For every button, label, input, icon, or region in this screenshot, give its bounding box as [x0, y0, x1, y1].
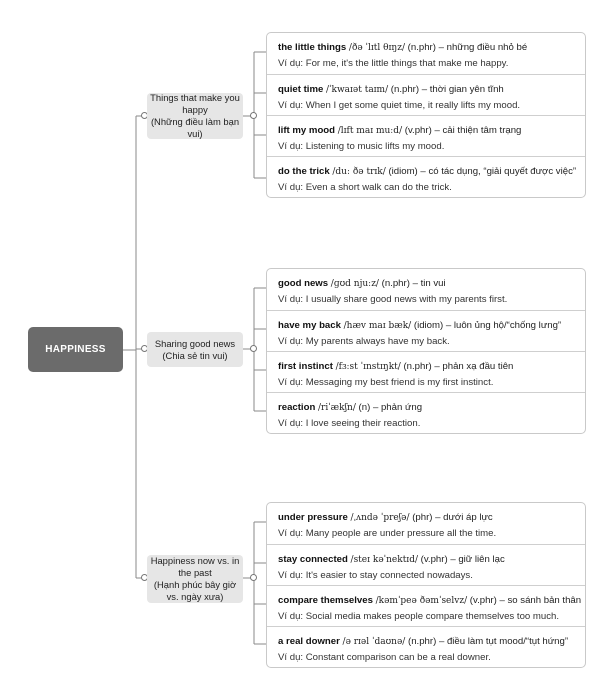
vocab-entry: stay connected /steɪ kəˈnektɪd/ (v.phr) – giữ liên lạc Ví dụ: It's easier to stay connected nowadays.	[267, 544, 585, 585]
vocab-term: a real downer	[278, 636, 340, 647]
vocab-ipa: /ˈkwaɪət taɪm/	[325, 85, 389, 95]
vocab-example: Ví dụ: Constant comparison can be a real downer.	[278, 652, 491, 663]
vocab-ipa: /duː ðə trɪk/	[332, 167, 386, 177]
vocab-example: Ví dụ: Messaging my best friend is my first instinct.	[278, 377, 494, 388]
vocab-group-sharing-good-news	[266, 268, 586, 434]
branch-things-that-make-you-happy	[147, 93, 243, 139]
connector-node	[250, 574, 257, 581]
vocab-pos: (n.phr)	[408, 636, 437, 647]
vocab-ipa: /ə rɪəl ˈdaʊnə/	[342, 637, 406, 647]
vocab-example: Ví dụ: When I get some quiet time, it really lifts my mood.	[278, 100, 521, 111]
vocab-ipa: /steɪ kəˈnektɪd/	[350, 555, 418, 565]
vocab-meaning: có tác dụng, “giải quyết được việc”	[428, 166, 577, 177]
vocab-pos: (phr)	[412, 512, 433, 523]
vocab-meaning: so sánh bản thân	[507, 595, 582, 606]
vocab-entry: do the trick /duː ðə trɪk/ (idiom) – có tác dụng, “giải quyết được việc” Ví dụ: Even a short walk can do the trick.	[267, 156, 585, 197]
vocab-term: do the trick	[278, 166, 330, 177]
branch-subtitle: (Những điều làm bạn vui)	[150, 116, 240, 139]
vocab-meaning: giữ liên lạc	[458, 554, 505, 565]
vocab-example: Ví dụ: For me, it's the little things that make me happy.	[278, 58, 509, 69]
branch-title: Things that make you happy	[150, 92, 240, 115]
vocab-ipa: /hæv maɪ bæk/	[343, 321, 412, 331]
branch-subtitle: (Chia sẻ tin vui)	[162, 349, 228, 361]
vocab-ipa: /ɡʊd njuːz/	[330, 279, 379, 289]
vocab-term: reaction	[278, 402, 316, 413]
vocab-pos: (n.phr)	[390, 84, 420, 95]
vocab-entry: quiet time /ˈkwaɪət taɪm/ (n.phr) – thời gian yên tĩnh Ví dụ: When I get some quiet time, it really lifts my mood.	[267, 74, 585, 115]
vocab-term: good news	[278, 278, 329, 289]
vocab-ipa: /ðə ˈlɪtl θɪŋz/	[348, 43, 405, 53]
vocab-pos: (v.phr)	[404, 125, 432, 136]
vocab-example: Ví dụ: I usually share good news with my parents first.	[278, 294, 508, 305]
vocab-meaning: điều làm tụt mood/“tụt hứng”	[446, 636, 569, 647]
vocab-entry: a real downer /ə rɪəl ˈdaʊnə/ (n.phr) – điều làm tụt mood/“tụt hứng” Ví dụ: Constant comparison can be a real downer.	[267, 626, 585, 667]
vocab-entry: good news /ɡʊd njuːz/ (n.phr) – tin vui Ví dụ: I usually share good news with my parents first.	[267, 269, 585, 310]
vocab-entry: reaction /riˈækʃn/ (n) – phản ứng Ví dụ: I love seeing their reaction.	[267, 392, 585, 433]
vocab-pos: (n.phr)	[407, 42, 436, 53]
vocab-example: Ví dụ: Listening to music lifts my mood.	[278, 141, 445, 152]
vocab-meaning: tin vui	[420, 278, 446, 289]
vocab-ipa: /ˌʌndə ˈpreʃə/	[350, 513, 410, 523]
vocab-example: Ví dụ: I love seeing their reaction.	[278, 418, 421, 429]
vocab-entry: the little things /ðə ˈlɪtl θɪŋz/ (n.phr) – những điều nhỏ bé Ví dụ: For me, it's the little things that make me happy.	[267, 33, 585, 74]
branch-title: Happiness now vs. in the past	[150, 555, 240, 578]
branch-title: Sharing good news	[154, 337, 236, 349]
vocab-term: under pressure	[278, 512, 348, 523]
connector-node	[250, 112, 257, 119]
vocab-term: the little things	[278, 42, 347, 53]
root-label: HAPPINESS	[45, 344, 106, 355]
vocab-pos: (v.phr)	[469, 595, 497, 606]
vocab-term: stay connected	[278, 554, 348, 565]
vocab-example: Ví dụ: My parents always have my back.	[278, 336, 450, 347]
vocab-term: lift my mood	[278, 125, 336, 136]
branch-sharing-good-news	[147, 332, 243, 367]
vocab-pos: (n.phr)	[381, 278, 410, 289]
vocab-term: quiet time	[278, 84, 324, 95]
vocab-entry: compare themselves /kəmˈpeə ðəmˈselvz/ (v.phr) – so sánh bản thân Ví dụ: Social media makes people compare themselves too much.	[267, 585, 585, 626]
vocab-term: have my back	[278, 320, 341, 331]
branch-subtitle: (Hạnh phúc bây giờ vs. ngày xưa)	[153, 579, 237, 602]
vocab-example: Ví dụ: It's easier to stay connected nowadays.	[278, 570, 473, 581]
vocab-ipa: /riˈækʃn/	[318, 403, 356, 413]
vocab-meaning: những điều nhỏ bé	[446, 42, 528, 53]
vocab-term: compare themselves	[278, 595, 373, 606]
vocab-meaning: luôn ủng hộ/“chống lưng”	[453, 320, 562, 331]
vocab-entry: under pressure /ˌʌndə ˈpreʃə/ (phr) – dưới áp lực Ví dụ: Many people are under pressure all the time.	[267, 503, 585, 544]
vocab-ipa: /lɪft maɪ muːd/	[337, 126, 403, 136]
vocab-entry: first instinct /fɜːst ˈɪnstɪŋkt/ (n.phr) – phản xạ đầu tiên Ví dụ: Messaging my best friend is my first instinct.	[267, 351, 585, 392]
vocab-meaning: thời gian yên tĩnh	[429, 84, 504, 95]
vocab-term: first instinct	[278, 361, 333, 372]
vocab-example: Ví dụ: Many people are under pressure all the time.	[278, 528, 497, 539]
vocab-pos: (idiom)	[413, 320, 444, 331]
vocab-entry: lift my mood /lɪft maɪ muːd/ (v.phr) – cải thiện tâm trạng Ví dụ: Listening to music lifts my mood.	[267, 115, 585, 156]
vocab-meaning: dưới áp lực	[443, 512, 493, 523]
vocab-pos: (idiom)	[388, 166, 418, 177]
vocab-example: Ví dụ: Social media makes people compare themselves too much.	[278, 611, 560, 622]
vocab-group-things-that-make-you-happy	[266, 32, 586, 198]
vocab-entry: have my back /hæv maɪ bæk/ (idiom) – luôn ủng hộ/“chống lưng” Ví dụ: My parents always have my back.	[267, 310, 585, 351]
connector-node	[250, 345, 257, 352]
vocab-group-happiness-now-vs-past	[266, 502, 586, 668]
branch-happiness-now-vs-past	[147, 555, 243, 603]
vocab-meaning: phản xạ đầu tiên	[442, 361, 514, 372]
vocab-meaning: cải thiện tâm trạng	[442, 125, 522, 136]
vocab-pos: (n.phr)	[403, 361, 432, 372]
vocab-pos: (v.phr)	[420, 554, 448, 565]
vocab-ipa: /kəmˈpeə ðəmˈselvz/	[375, 596, 468, 606]
vocab-pos: (n)	[358, 402, 371, 413]
vocab-example: Ví dụ: Even a short walk can do the trick.	[278, 182, 452, 193]
root-node-happiness	[28, 327, 123, 372]
vocab-ipa: /fɜːst ˈɪnstɪŋkt/	[335, 362, 401, 372]
vocab-meaning: phản ứng	[380, 402, 423, 413]
